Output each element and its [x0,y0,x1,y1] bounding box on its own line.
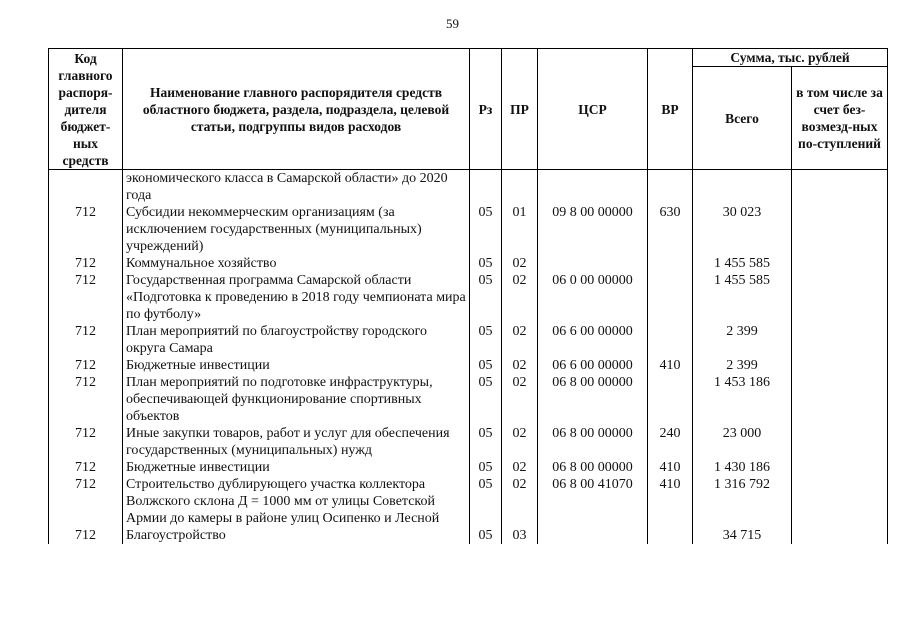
cell-pr: 02 [502,357,538,374]
cell-code: 712 [49,323,123,357]
cell-code: 712 [49,459,123,476]
cell-csr: 06 8 00 41070 [538,476,648,527]
cell-name: Иные закупки товаров, работ и услуг для обеспечения государственных (муниципальных) нужд [123,425,470,459]
cell-total [693,170,792,205]
table-row [49,476,888,527]
table-row [49,255,888,272]
cell-rz: 05 [470,527,502,544]
cell-vr [648,272,693,323]
cell-pr: 02 [502,459,538,476]
cell-vr [648,170,693,205]
cell-total: 1 430 186 [693,459,792,476]
cell-vr [648,255,693,272]
table-header [49,49,888,170]
cell-pr [502,170,538,205]
table-row [49,323,888,357]
cell-gratuitous [792,323,888,357]
cell-total: 2 399 [693,357,792,374]
cell-gratuitous [792,476,888,527]
cell-code [49,170,123,205]
cell-name: Бюджетные инвестиции [123,357,470,374]
table-row [49,374,888,425]
cell-pr: 02 [502,476,538,527]
cell-name: Строительство дублирующего участка коллектора Волжского склона Д = 1000 мм от улицы Советской Армии до камеры в районе улиц Осипенко и Лесной [123,476,470,527]
table-row [49,170,888,205]
cell-name: План мероприятий по благоустройству городского округа Самара [123,323,470,357]
table-row [49,425,888,459]
cell-pr: 02 [502,323,538,357]
cell-code: 712 [49,357,123,374]
cell-vr: 240 [648,425,693,459]
cell-total: 1 455 585 [693,255,792,272]
cell-gratuitous [792,357,888,374]
cell-name: План мероприятий по подготовке инфраструктуры, обеспечивающей функционирование спортивных объектов [123,374,470,425]
cell-gratuitous [792,459,888,476]
cell-rz: 05 [470,357,502,374]
cell-code: 712 [49,527,123,544]
cell-gratuitous [792,374,888,425]
cell-pr: 03 [502,527,538,544]
cell-csr [538,170,648,205]
cell-code: 712 [49,425,123,459]
header-sum: Сумма, тыс. рублей [693,49,888,67]
cell-gratuitous [792,170,888,205]
cell-code: 712 [49,272,123,323]
cell-name: экономического класса в Самарской области» до 2020 года [123,170,470,205]
cell-total: 34 715 [693,527,792,544]
cell-gratuitous [792,255,888,272]
cell-name: Коммунальное хозяйство [123,255,470,272]
cell-pr: 01 [502,204,538,255]
cell-rz: 05 [470,255,502,272]
table-body [49,170,888,545]
cell-vr: 410 [648,459,693,476]
header-vr: ВР [648,49,693,170]
cell-name: Государственная программа Самарской области «Подготовка к проведению в 2018 году чемпионата мира по футболу» [123,272,470,323]
cell-name: Субсидии некоммерческим организациям (за исключением государственных (муниципальных) учреждений) [123,204,470,255]
cell-total: 2 399 [693,323,792,357]
cell-pr: 02 [502,374,538,425]
cell-total: 30 023 [693,204,792,255]
cell-rz: 05 [470,323,502,357]
cell-csr: 06 0 00 00000 [538,272,648,323]
table-row [49,459,888,476]
cell-csr [538,527,648,544]
cell-csr [538,255,648,272]
header-code: Код главного распоря-дителя бюджет-ных средств [49,49,123,170]
header-total: Всего [693,67,792,170]
cell-name: Благоустройство [123,527,470,544]
cell-csr: 09 8 00 00000 [538,204,648,255]
budget-table [48,48,888,544]
cell-code: 712 [49,476,123,527]
header-name: Наименование главного распорядителя средств областного бюджета, раздела, подраздела, целевой статьи, подгруппы видов расходов [123,49,470,170]
header-rz: Рз [470,49,502,170]
cell-total: 1 453 186 [693,374,792,425]
cell-rz [470,170,502,205]
table-row [49,357,888,374]
cell-vr [648,527,693,544]
cell-name: Бюджетные инвестиции [123,459,470,476]
cell-rz: 05 [470,272,502,323]
cell-csr: 06 8 00 00000 [538,459,648,476]
table-row [49,272,888,323]
cell-gratuitous [792,204,888,255]
cell-code: 712 [49,255,123,272]
cell-code: 712 [49,204,123,255]
header-csr: ЦСР [538,49,648,170]
cell-rz: 05 [470,374,502,425]
cell-vr [648,323,693,357]
cell-vr: 410 [648,357,693,374]
cell-rz: 05 [470,425,502,459]
cell-csr: 06 6 00 00000 [538,357,648,374]
table-row [49,204,888,255]
header-gratuitous: в том числе за счет без-возмезд-ных по-ступлений [792,67,888,170]
cell-pr: 02 [502,425,538,459]
cell-vr: 410 [648,476,693,527]
cell-pr: 02 [502,255,538,272]
cell-pr: 02 [502,272,538,323]
cell-total: 1 316 792 [693,476,792,527]
cell-rz: 05 [470,476,502,527]
cell-rz: 05 [470,204,502,255]
cell-gratuitous [792,272,888,323]
cell-total: 1 455 585 [693,272,792,323]
cell-csr: 06 8 00 00000 [538,425,648,459]
cell-code: 712 [49,374,123,425]
cell-gratuitous [792,527,888,544]
cell-gratuitous [792,425,888,459]
cell-total: 23 000 [693,425,792,459]
cell-csr: 06 6 00 00000 [538,323,648,357]
header-pr: ПР [502,49,538,170]
cell-rz: 05 [470,459,502,476]
page-number: 59 [446,16,459,31]
table-row [49,527,888,544]
cell-vr [648,374,693,425]
cell-vr: 630 [648,204,693,255]
cell-csr: 06 8 00 00000 [538,374,648,425]
